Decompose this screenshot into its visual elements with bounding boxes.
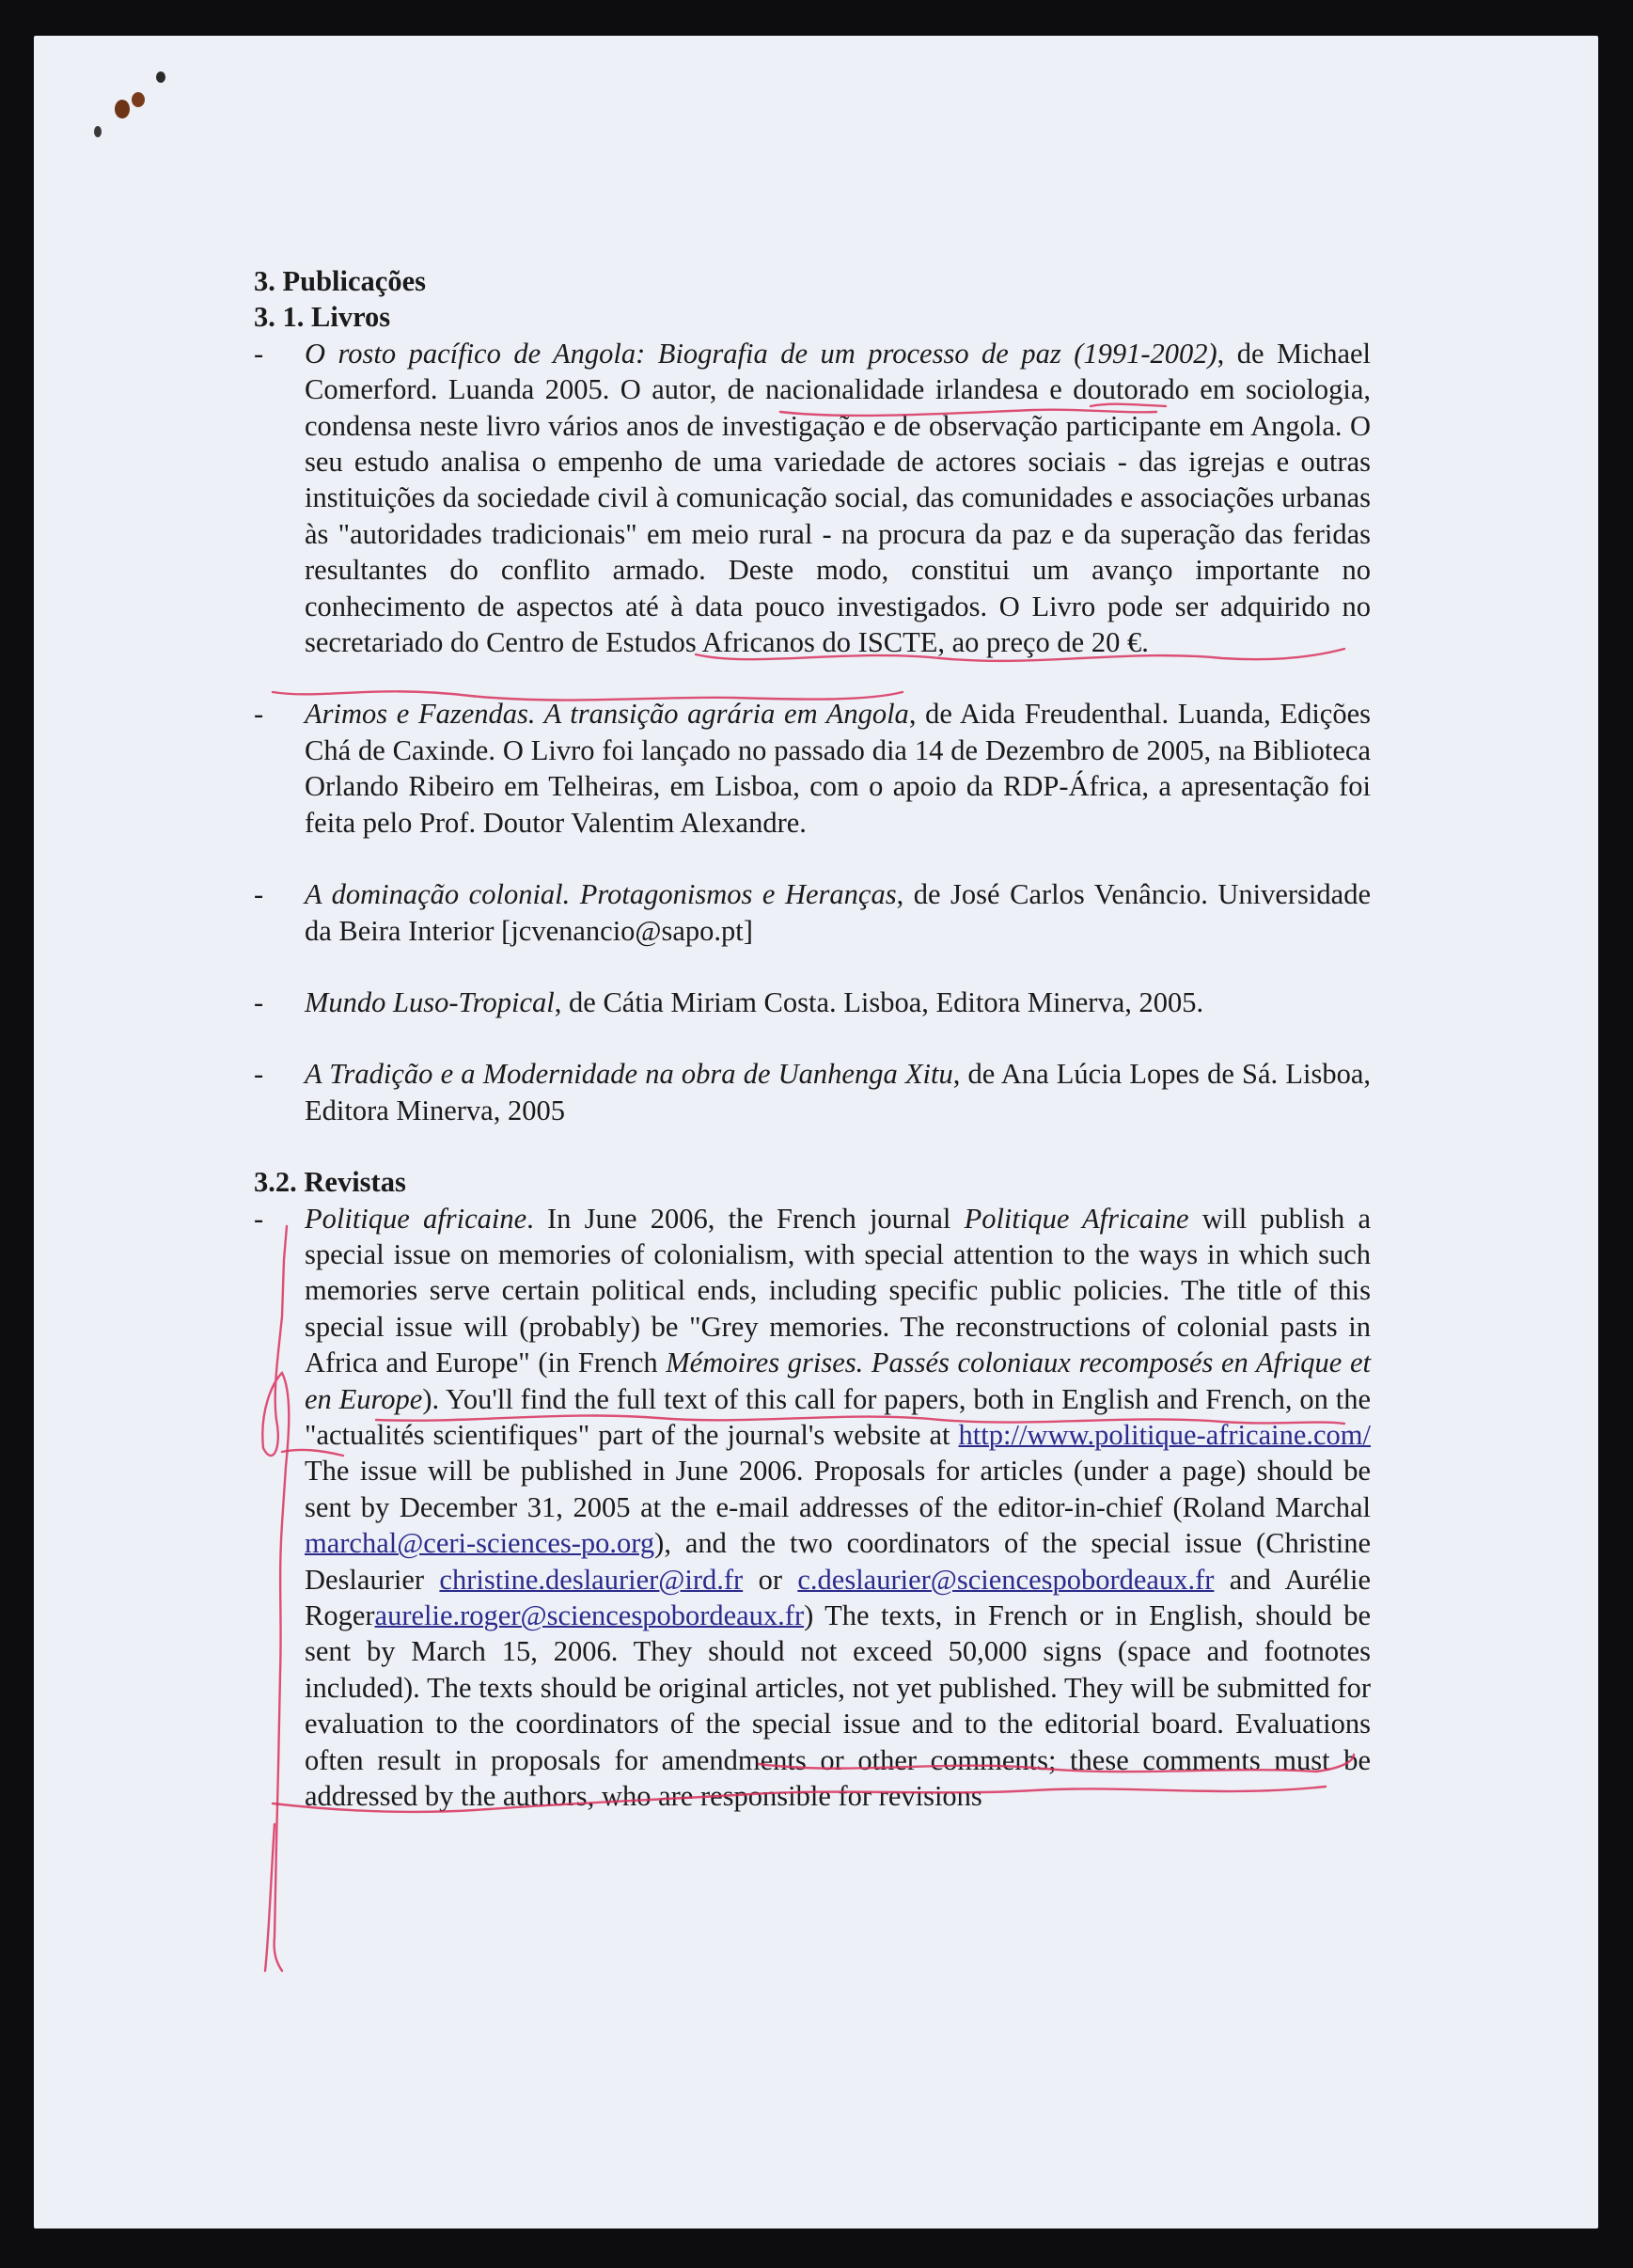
list-dash: -	[254, 337, 264, 370]
book-title: O rosto pacífico de Angola: Biografia de um processo de paz (1991-2002)	[305, 337, 1217, 370]
journals-heading: 3.2. Revistas	[254, 1166, 406, 1199]
stain-mark	[132, 92, 145, 107]
book-description: , de Michael Comerford. Luanda 2005. O autor, de nacionalidade irlandesa e doutorado em sociologia, condensa neste livro vários anos de investigação e de observação participante em Angola. O seu estudo analisa o empenho de uma variedade de actores sociais - das igrejas e outras instituições da sociedade civil à comunicação social, das comunidades e associações urbanas às "autoridades tradicionais" em meio rural - na procura da paz e da superação das feridas resultantes do conflito armado. Deste modo, constitui um avanço importante no conhecimento de aspectos até à data pouco investigados. O Livro pode ser adquirido no secretariado do Centro de Estudos Africanos do ISCTE, ao preço de 20 €.	[305, 337, 1371, 659]
email-link-deslaurier-ird[interactable]: christine.deslaurier@ird.fr	[439, 1563, 744, 1596]
website-link[interactable]: http://www.politique-africaine.com/	[958, 1418, 1371, 1451]
list-dash: -	[254, 1058, 264, 1091]
document-body	[254, 263, 1371, 1814]
list-dash: -	[254, 878, 264, 911]
email-link-deslaurier-bordeaux[interactable]: c.deslaurier@sciencespobordeaux.fr	[797, 1563, 1215, 1596]
section-title: 3. Publicações	[254, 265, 426, 297]
list-dash: -	[254, 985, 264, 1018]
book-entry	[254, 984, 1371, 1020]
book-entry	[254, 336, 1371, 661]
book-description: , de Aida Freudenthal. Luanda, Edições Chá de Caxinde. O Livro foi lançado no passado dia 14 de Dezembro de 2005, na Biblioteca Orlando Ribeiro em Telheiras, em Lisboa, com o apoio da RDP-África, a apresentação foi feita pelo Prof. Doutor Valentim Alexandre.	[305, 698, 1371, 839]
book-title: A Tradição e a Modernidade na obra de Uanhenga Xitu	[305, 1058, 953, 1091]
journal-text: or	[743, 1563, 798, 1596]
stain-mark	[94, 126, 102, 137]
journal-text: The issue will be published in June 2006. Proposals for articles (under a page) should be sent by December 31, 2005 at the e-mail addresses of the editor-in-chief (Roland Marchal	[305, 1455, 1371, 1523]
book-entry	[254, 876, 1371, 949]
journal-entry	[254, 1201, 1371, 1815]
journal-text: will publish a special issue on memories of colonialism, with special attention to the ways in which such memories serve certain political ends, including specific public policies. The title of this special issue will (probably) be "Grey memories. The reconstructions of colonial pasts in Africa and Europe" (in French	[305, 1202, 1371, 1379]
book-description: , de Cátia Miriam Costa. Lisboa, Editora Minerva, 2005.	[554, 985, 1204, 1018]
french-title: Mémoires grises. Passés coloniaux recomposés en Afrique et en Europe	[305, 1347, 1371, 1415]
book-entry	[254, 696, 1371, 841]
book-title: Arimos e Fazendas. A transição agrária em Angola	[305, 698, 909, 731]
book-title: A dominação colonial. Protagonismos e Heranças	[305, 878, 897, 911]
email-link-roger[interactable]: aurelie.roger@sciencespobordeaux.fr	[374, 1599, 805, 1631]
journal-text: ). You'll find the full text of this call for papers, both in English and French, on the "actualités scientifiques" part of the journal's website at	[305, 1382, 1371, 1451]
book-entry	[254, 1056, 1371, 1128]
book-description: , de Ana Lúcia Lopes de Sá. Lisboa, Editora Minerva, 2005	[305, 1058, 1371, 1126]
journal-text: and Aurélie Roger	[305, 1563, 1371, 1631]
journal-text: ), and the two coordinators of the special issue (Christine Deslaurier	[305, 1527, 1371, 1596]
book-description: , de José Carlos Venâncio. Universidade da Beira Interior [jcvenancio@sapo.pt]	[305, 878, 1371, 947]
journal-title-inline: Politique Africaine	[964, 1202, 1189, 1235]
list-dash: -	[254, 1202, 264, 1235]
books-heading: 3. 1. Livros	[254, 301, 391, 334]
email-link-marchal[interactable]: marchal@ceri-sciences-po.org	[305, 1527, 655, 1560]
book-title: Mundo Luso-Tropical	[305, 985, 555, 1018]
journal-title: Politique africaine	[305, 1202, 527, 1235]
stain-mark	[156, 71, 165, 83]
journal-text: . In June 2006, the French journal	[526, 1202, 965, 1235]
journal-text: ) The texts, in French or in English, should be sent by March 15, 2006. They should not exceed 50,000 signs (space and footnotes included). The texts should be original articles, not yet published. They will be submitted for evaluation to the coordinators of the special issue and to the editorial board. Evaluations often result in proposals for amendments or other comments; these comments must be addressed by the authors, who are responsible for revisions	[305, 1599, 1371, 1813]
list-dash: -	[254, 698, 264, 731]
stain-mark	[115, 100, 130, 118]
